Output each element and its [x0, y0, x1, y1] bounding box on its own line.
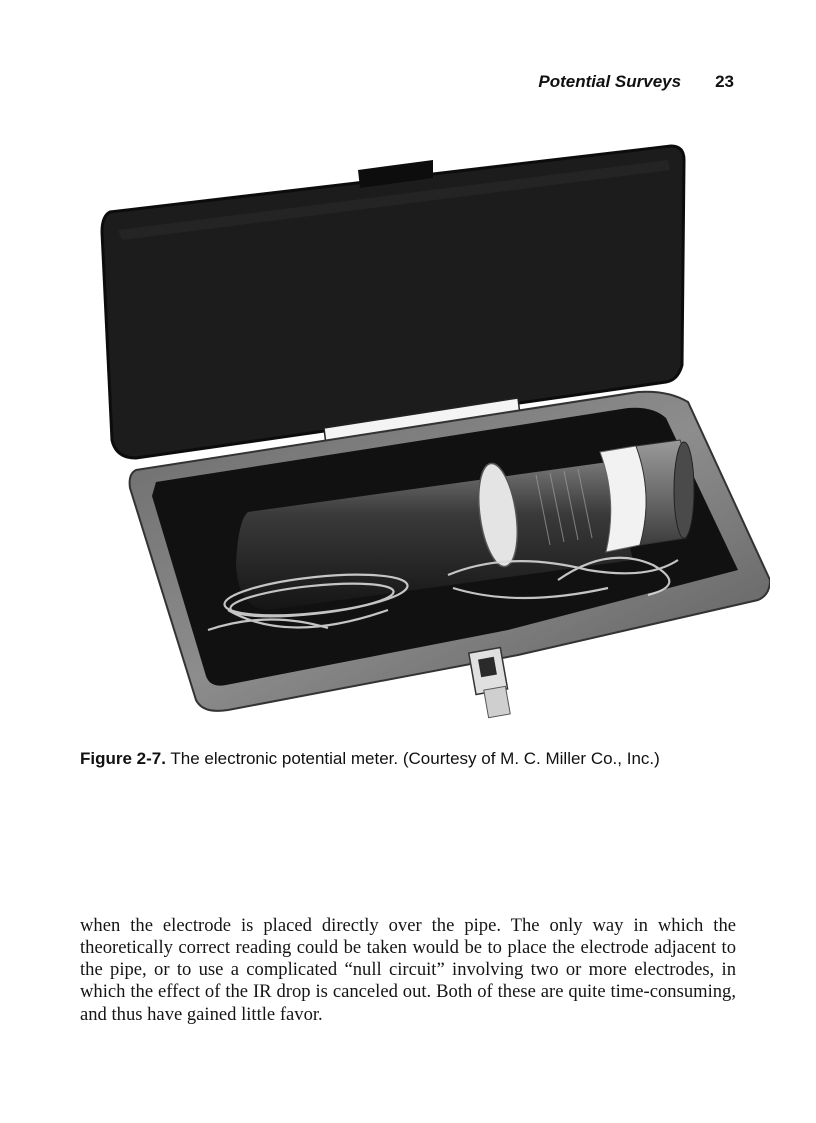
figure-caption-text: The electronic potential meter. (Courtesy of M. C. Miller Co., Inc.): [170, 749, 660, 768]
figure-label: Figure 2-7.: [80, 749, 166, 768]
figure-caption: [80, 748, 740, 769]
body-paragraph: when the electrode is placed directly over the pipe. The only way in which the theoretically correct reading could be taken would be to place the electrode adjacent to the pipe, or to use a complicated “null circuit” involving two or more electrodes, in which the effect of the IR drop is canceled out. Both of these are quite time-consuming, and thus have gained little favor.: [80, 914, 736, 1025]
page-number: 23: [715, 72, 734, 91]
running-title: Potential Surveys: [538, 72, 682, 91]
running-head: [80, 72, 734, 92]
figure-photo: [88, 140, 770, 725]
